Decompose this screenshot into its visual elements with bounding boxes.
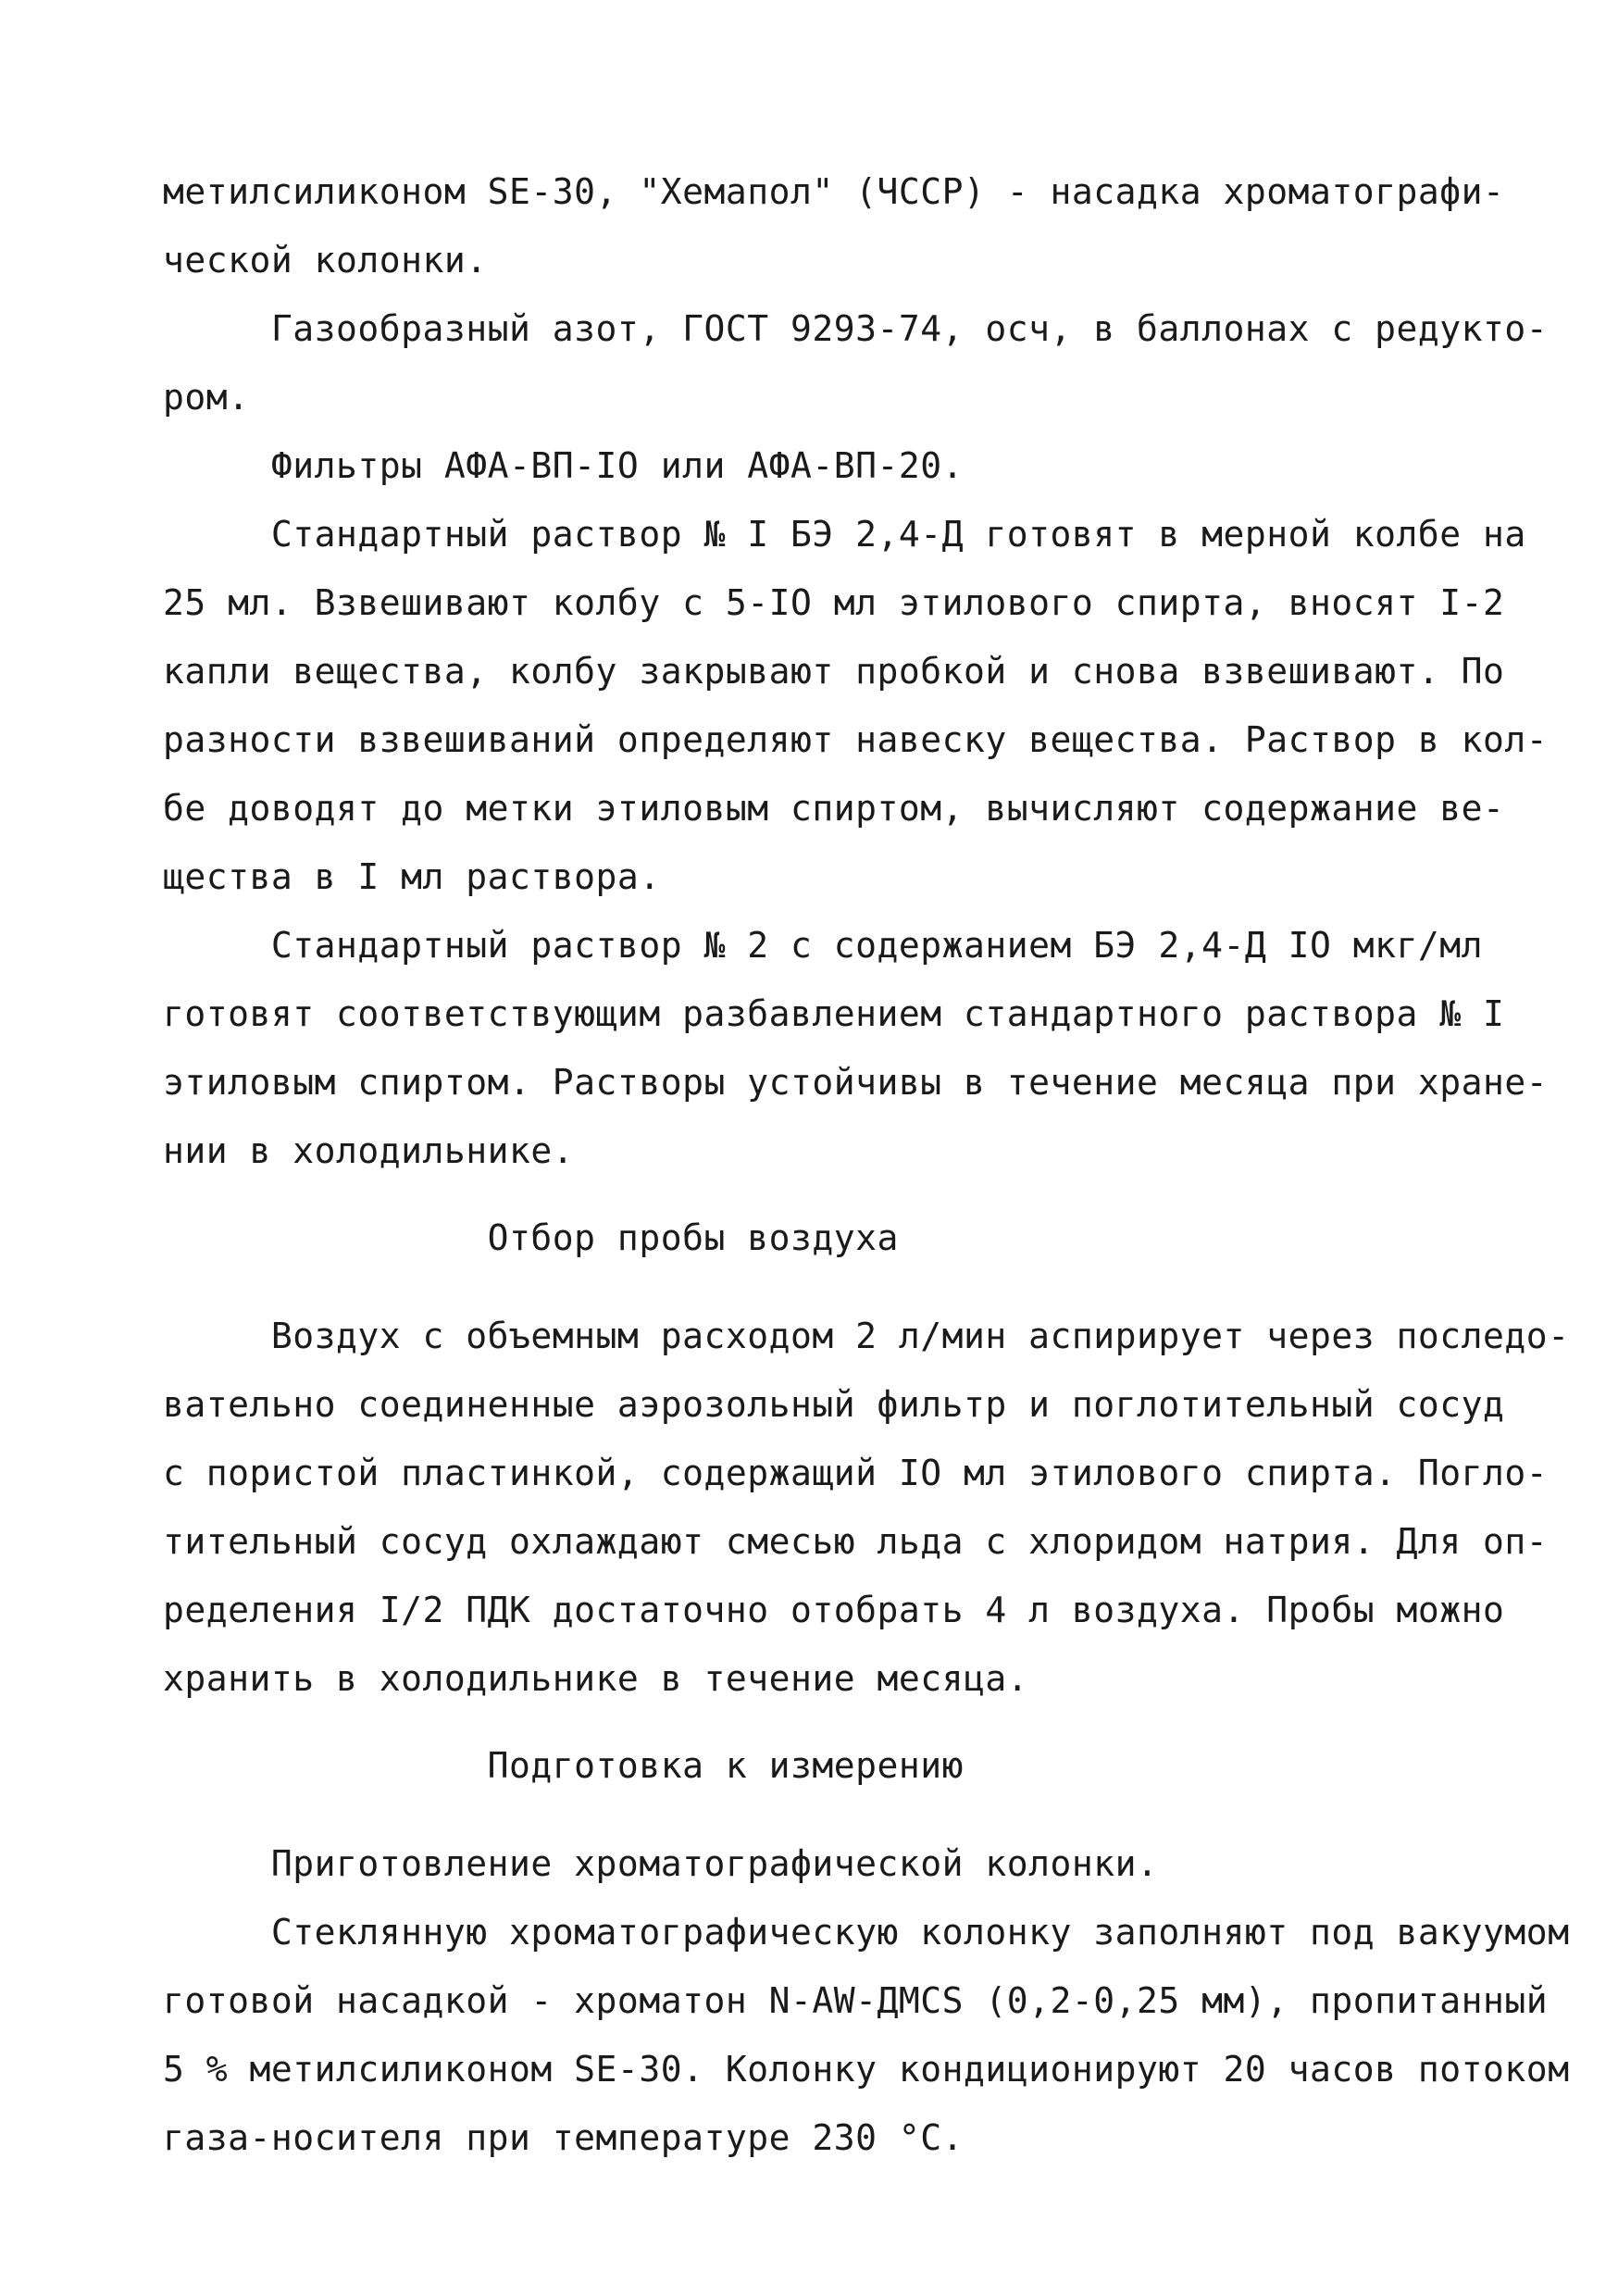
text-line: Фильтры АФА-ВП-IO или АФА-ВП-20. (163, 445, 964, 486)
text-line: 5 % метилсиликоном SE-30. Колонку кондиционируют 20 часов потоком (163, 2049, 1570, 2090)
text-line: тительный сосуд охлаждают смесью льда с хлоридом натрия. Для оп- (163, 1521, 1549, 1562)
text-line: готовой насадкой - хроматон N-AW-ДМCS (0,2-0,25 мм), пропитанный (163, 1980, 1549, 2021)
section-spacer (163, 1713, 1477, 1731)
section-spacer (163, 1185, 1477, 1204)
text-line: бе доводят до метки этиловым спиртом, вычисляют содержание ве- (163, 788, 1505, 829)
document-body (163, 157, 1570, 2172)
section-heading-measurement-prep: Подготовка к измерению (163, 1745, 964, 1786)
text-line: метилсиликоном SE-30, "Хемапол" (ЧССР) - насадка хроматографи- (163, 171, 1505, 212)
text-line: вательно соединенные аэрозольный фильтр и поглотительный сосуд (163, 1384, 1505, 1425)
text-line: этиловым спиртом. Растворы устойчивы в течение месяца при хране- (163, 1062, 1549, 1103)
text-line: щества в I мл раствора. (163, 856, 661, 897)
text-line: капли вещества, колбу закрывают пробкой и снова взвешивают. По (163, 651, 1505, 692)
text-line: Стандартный раствор № I БЭ 2,4-Д готовят в мерной колбе на (163, 514, 1526, 555)
text-line: Воздух с объемным расходом 2 л/мин аспирирует через последо- (163, 1316, 1570, 1356)
text-line: Стеклянную хроматографическую колонку заполняют под вакуумом (163, 1912, 1570, 1953)
text-line: Приготовление хроматографической колонки. (163, 1843, 1159, 1884)
section-heading-air-sampling: Отбор пробы воздуха (163, 1217, 899, 1258)
text-line: ческой колонки. (163, 240, 488, 281)
text-line: ределения I/2 ПДК достаточно отобрать 4 л воздуха. Пробы можно (163, 1590, 1505, 1630)
text-line: ром. (163, 377, 250, 418)
text-line: 25 мл. Взвешивают колбу с 5-IO мл этилового спирта, вносят I-2 (163, 582, 1505, 623)
text-line: с пористой пластинкой, содержащий IO мл этилового спирта. Погло- (163, 1453, 1549, 1493)
text-line: разности взвешиваний определяют навеску вещества. Раствор в кол- (163, 719, 1549, 760)
text-line: нии в холодильнике. (163, 1130, 575, 1171)
section-spacer (163, 1272, 1477, 1302)
section-spacer (163, 1800, 1477, 1829)
text-line: хранить в холодильнике в течение месяца. (163, 1658, 1029, 1699)
text-line: готовят соответствующим разбавлением стандартного раствора № I (163, 993, 1505, 1034)
text-line: Стандартный раствор № 2 с содержанием БЭ 2,4-Д IO мкг/мл (163, 925, 1484, 966)
text-line: газа-носителя при температуре 230 °С. (163, 2117, 964, 2158)
text-line: Газообразный азот, ГОСТ 9293-74, осч, в баллонах с редукто- (163, 308, 1549, 349)
